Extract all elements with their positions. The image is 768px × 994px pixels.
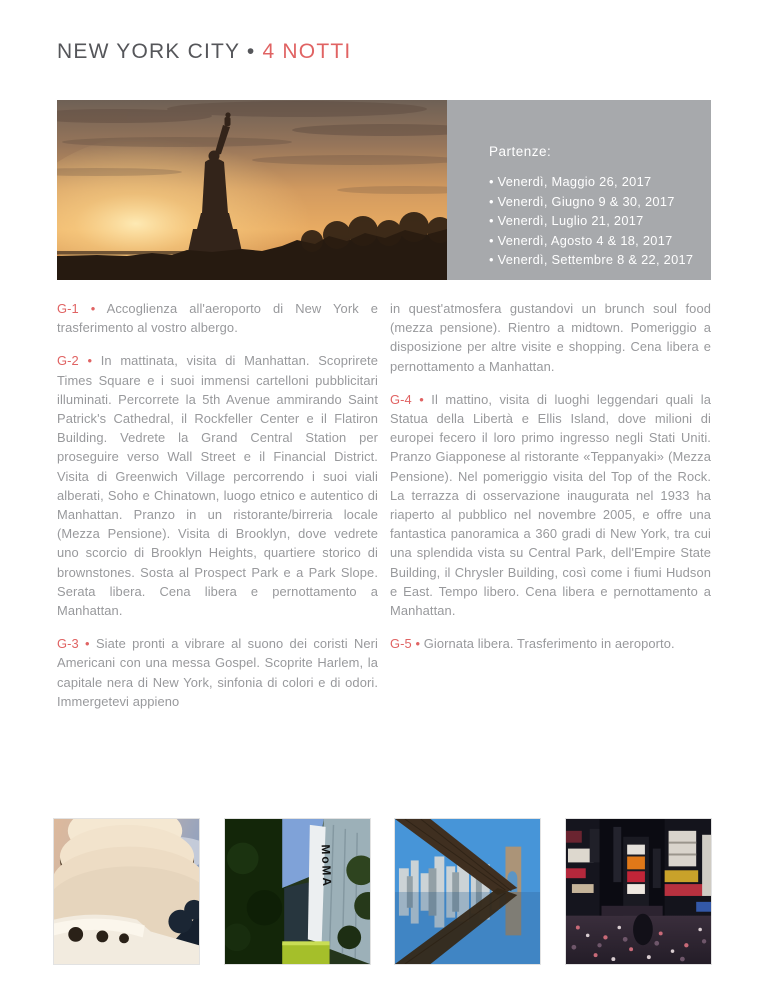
- page-title-main: NEW YORK CITY •: [57, 40, 256, 64]
- paragraph-text: In mattinata, visita di Manhattan. Scoprirete Times Square e i suoi immensi cartelloni pubblicitari illuminati. Percorrete la 5th Avenue ammirando Saint Patrick's Cathedral, il Rockfeller Center e il Flatiron Building. Vedrete la Grand Central Station per proseguire verso Wall Street e il Financial District. Visita di Greenwich Village percorrendo i suoi viali alberati, Soho e Chinatown, luogo etnico e autentico di Manhattan. Pranzo in un ristorante/birreria locale (Mezza Pensione). Visita di Brooklyn, dove vedrete uno scorcio di Brooklyn Heights, quartiere storico di brownstones. Sosta al Prospect Park e a Park Slope. Serata libera. Cena libera e pernottamento a Manhattan.: [57, 353, 378, 619]
- itinerary-paragraph-g5: [390, 634, 711, 653]
- itinerary-paragraph-g2: [57, 351, 378, 620]
- itinerary-paragraph-g4: [390, 390, 711, 620]
- day-label: G-5 •: [390, 636, 421, 652]
- thumbnails-row: [53, 818, 712, 965]
- departure-item: • Venerdì, Luglio 21, 2017: [489, 213, 644, 228]
- day-label: G-4 •: [390, 391, 424, 407]
- itinerary-paragraph-g1: [57, 299, 378, 337]
- departures-heading: Partenze:: [489, 144, 552, 159]
- times-square-illustration: [566, 819, 711, 964]
- page-title: [57, 40, 351, 64]
- moma-illustration: [225, 819, 370, 964]
- moma-entrance-photo: [224, 818, 371, 965]
- departure-item: • Venerdì, Giugno 9 & 30, 2017: [489, 193, 675, 209]
- statue-of-liberty-sunset-photo: [57, 100, 447, 280]
- day-label: G-1 •: [57, 301, 96, 316]
- departure-item: • Venerdì, Agosto 4 & 18, 2017: [489, 232, 673, 248]
- itinerary-paragraph-g3-continued: [390, 299, 711, 376]
- paragraph-text: in quest'atmosfera gustandovi un brunch soul food (mezza pensione). Rientro a midtown. Pomeriggio a disposizione per altre visite e shopping. Cena libera e pernottamento a Manhattan.: [390, 301, 711, 374]
- departures-panel: [447, 100, 711, 280]
- hero-banner: [57, 100, 711, 280]
- itinerary-columns: [57, 299, 711, 725]
- itinerary-column-right: [390, 299, 711, 725]
- paragraph-text: Siate pronti a vibrare al suono dei coristi Neri Americani con una messa Gospel. Scoprite Harlem, la capitale nera di New York, sinfonia di colori e di odori. Immergetevi appieno: [57, 636, 378, 709]
- times-square-night-photo: [565, 818, 712, 965]
- brooklyn-bridge-reflection-photo: [394, 818, 541, 965]
- departure-item: • Venerdì, Settembre 8 & 22, 2017: [489, 252, 694, 267]
- page-title-accent: 4 NOTTI: [262, 40, 352, 64]
- guggenheim-illustration: [54, 819, 199, 964]
- paragraph-text: Accoglienza all'aeroporto di New York e trasferimento al vostro albergo.: [57, 301, 378, 336]
- guggenheim-museum-photo: [53, 818, 200, 965]
- itinerary-paragraph-g3: [57, 634, 378, 711]
- moma-sign-text: MoMA: [318, 844, 334, 889]
- brooklyn-bridge-illustration: [395, 819, 540, 964]
- paragraph-text: Il mattino, visita di luoghi leggendari quali la Statua della Libertà e Ellis Island, dove milioni di europei fecero il loro primo ingresso negli Stati Uniti. Pranzo Giapponese al ristorante «Teppanyaki» (Mezza Pensione). Nel pomeriggio visita del Top of the Rock. La terrazza di osservazione inaugurata nel 1933 ha riaperto al pubblico nel novembre 2005, e offre una fantastica panoramica a 360 gradi di New York, tra cui una splendida vista su Central Park, dell'Empire State Building, il Chrysler Building, così come i fiumi Hudson e East. Tempo libero. Cena libera e pernottamento a Manhattan.: [390, 391, 711, 619]
- departure-item: • Venerdì, Maggio 26, 2017: [489, 174, 652, 189]
- paragraph-text: Giornata libera. Trasferimento in aeroporto.: [423, 636, 675, 652]
- day-label: G-3 •: [57, 636, 90, 652]
- statue-of-liberty-illustration: [57, 100, 447, 280]
- departures-list: [489, 172, 695, 270]
- itinerary-column-left: [57, 299, 378, 725]
- day-label: G-2 •: [57, 353, 93, 369]
